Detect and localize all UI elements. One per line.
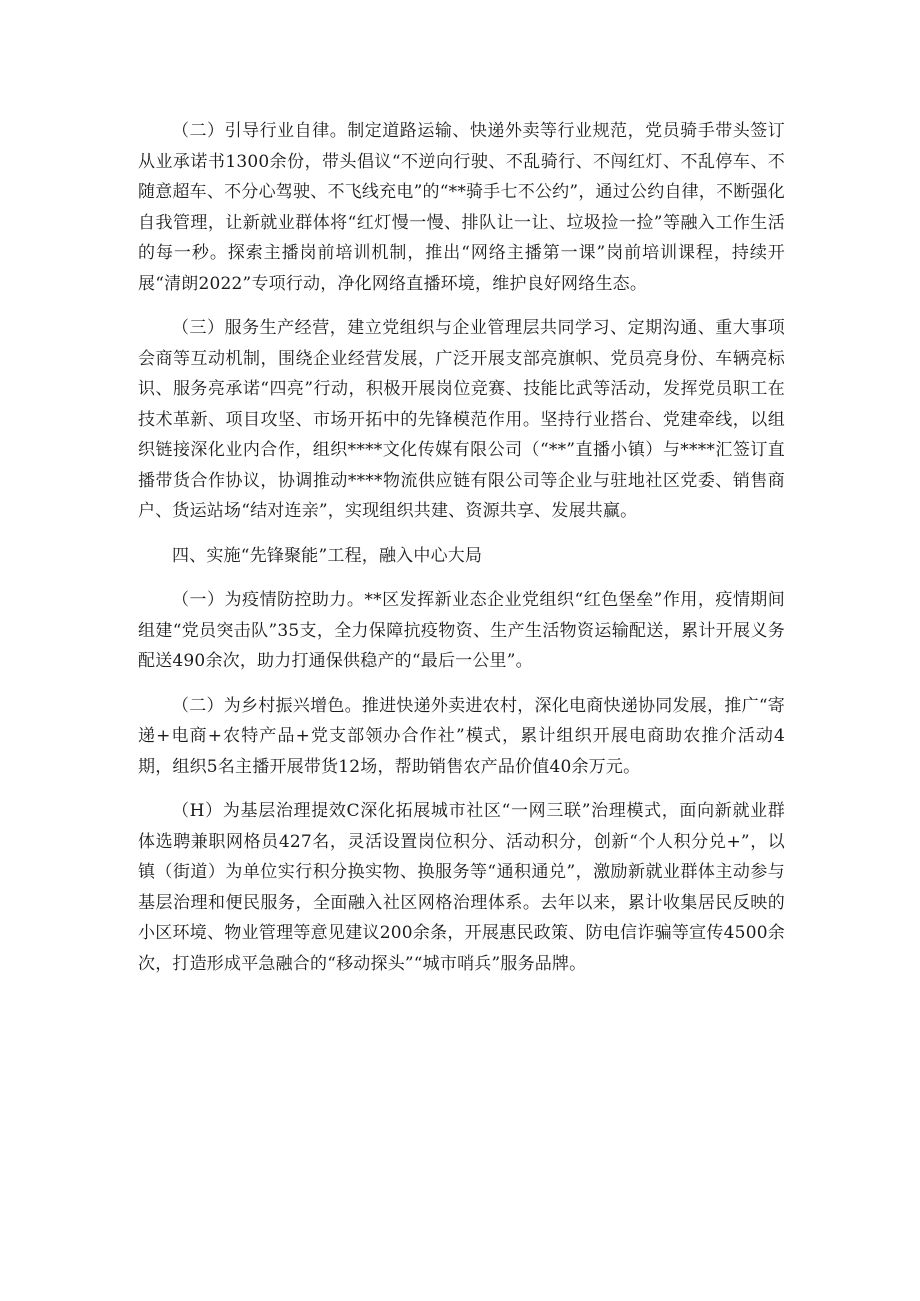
paragraph-epidemic-control: （一）为疫情防控助力。**区发挥新业态企业党组织“红色堡垒”作用，疫情期间组建“党员突击队”35支，全力保障抗疫物资、生产生活物资运输配送，累计开展义务配送490余次，助力打通保供稳产的“最后一公里”。 (138, 590, 785, 671)
paragraph-rural-revitalization: （二）为乡村振兴增色。推进快递外卖进农村，深化电商快递协同发展，推广“寄递+电商+农特产品+党支部领办合作社”模式，累计组织开展电商助农推介活动4期，组织5名主播开展带货12场，帮助销售农产品价值40余万元。 (138, 695, 785, 777)
paragraph-grassroots-governance: （H）为基层治理提效C深化拓展城市社区“一网三联”治理模式，面向新就业群体选聘兼职网格员427名，灵活设置岗位积分、活动积分，创新“个人积分兑+”，以镇（街道）为单位实行积分换实物、换服务等“通积通兑”，激励新就业群体主动参与基层治理和便民服务，全面融入社区网格治理体系。去年以来，累计收集居民反映的小区环境、物业管理等意见建议200余条，开展惠民政策、防电信诈骗等宣传4500余次，打造形成平急融合的“移动探头”“城市哨兵”服务品牌。 (138, 801, 785, 974)
paragraph-industry-self-discipline: （二）引导行业自律。制定道路运输、快递外卖等行业规范，党员骑手带头签订从业承诺书1300余份，带头倡议“不逆向行驶、不乱骑行、不闯红灯、不乱停车、不随意超车、不分心驾驶、不飞线充电”的“**骑手七不公约”，通过公约自律，不断强化自我管理，让新就业群体将“红灯慢一慢、排队让一让、垃圾捡一捡”等融入工作生活的每一秒。探索主播岗前培训机制，推出“网络主播第一课”岗前培训课程，持续开展“清朗2022”专项行动，净化网络直播环境，维护良好网络生态。 (138, 121, 785, 294)
paragraph-production-service: （三）服务生产经营，建立党组织与企业管理层共同学习、定期沟通、重大事项会商等互动机制，围绕企业经营发展，广泛开展支部亮旗帜、党员亮身份、车辆亮标识、服务亮承诺“四亮”行动，积极开展岗位竞赛、技能比武等活动，发挥党员职工在技术革新、项目攻坚、市场开拓中的先锋模范作用。坚持行业搭台、党建牵线，以组织链接深化业内合作，组织****文化传媒有限公司（“**”直播小镇）与****汇签订直播带货合作协议，协调推动****物流供应链有限公司等企业与驻地社区党委、销售商户、货运站场“结对连亲”，实现组织共建、资源共享、发展共赢。 (138, 318, 785, 521)
section-heading-pioneer-project: 四、实施“先锋聚能”工程，融入中心大局 (172, 545, 483, 566)
